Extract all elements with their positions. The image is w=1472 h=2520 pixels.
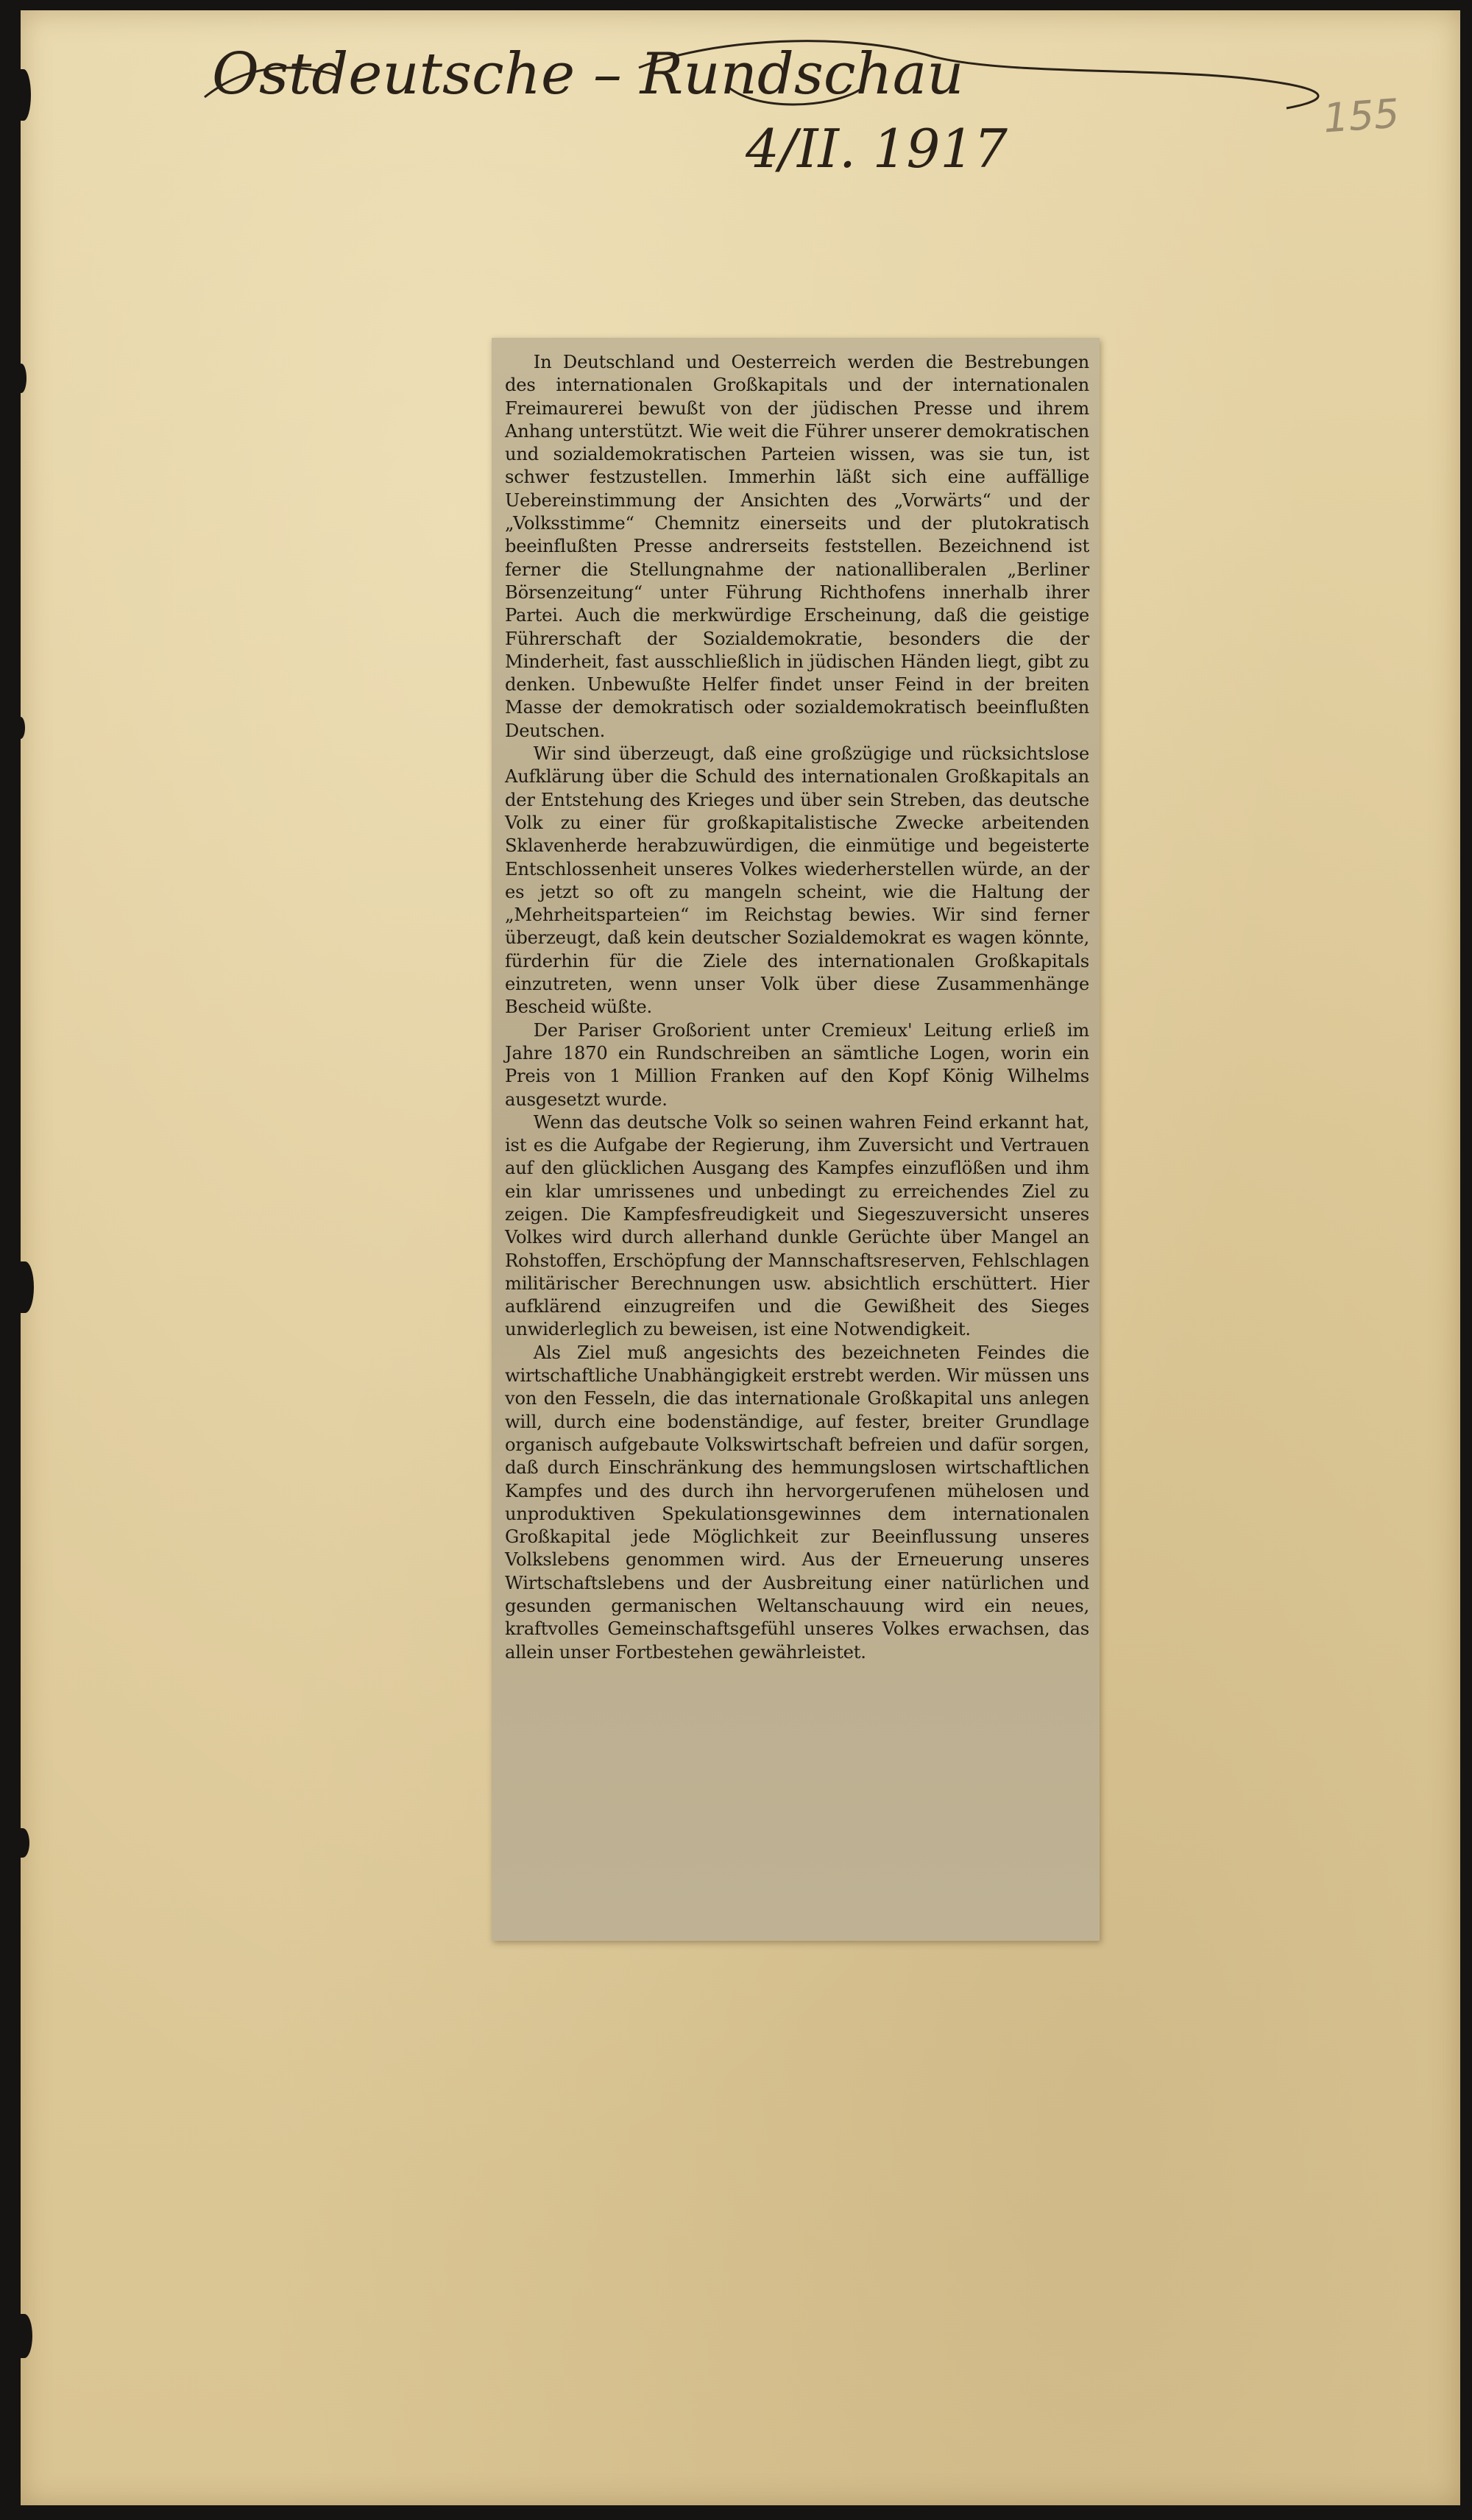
- torn-edge: [16, 69, 31, 121]
- torn-edge: [16, 1261, 34, 1313]
- handwriting-drawing: [197, 16, 1404, 185]
- torn-edge: [16, 1828, 29, 1858]
- article-paragraph: In Deutschland und Oesterreich werden die Bestrebungen des internationalen Großkapitals und der internationalen Freimaurerei bewußt von der jüdischen Presse und ihrem Anhang unterstützt. Wie weit die Führer unserer demokratischen und sozialdemokratischen Parteien wissen, was sie tun, ist schwer festzustellen. Immerhin läßt sich eine auffällige Uebereinstimmung der Ansichten des „Vorwärts“ und der „Volksstimme“ Chemnitz einerseits und der plutokratisch beeinflußten Presse andrerseits feststellen. Bezeichnend ist ferner die Stellungnahme der nationalliberalen „Berliner Börsenzeitung“ unter Führung Richthofens innerhalb ihrer Partei. Auch die merkwürdige Erscheinung, daß die geistige Führerschaft der Sozialdemokratie, besonders die der Minderheit, fast ausschließlich in jüdischen Händen liegt, gibt zu denken. Unbewußte Helfer findet unser Feind in der breiten Masse der demokratisch oder sozialdemokratisch beeinflußten Deutschen.: [505, 352, 1089, 741]
- article-paragraph: Wenn das deutsche Volk so seinen wahren Feind erkannt hat, ist es die Aufgabe der Regierung, ihm Zuversicht und Vertrauen auf den glücklichen Ausgang des Kampfes einzuflößen und ihm ein klar umrissenes und unbedingt zu erreichendes Ziel zu zeigen. Die Kampfesfreudigkeit und Siegeszuversicht unseres Volkes wird durch allerhand dunkle Gerüchte über Mangel an Rohstoffen, Erschöpfung der Mannschaftsreserven, Fehlschlagen militärischer Berechnungen usw. absichtlich erschüttert. Hier aufklärend einzugreifen und die Gewißheit des Sieges unwiderleglich zu beweisen, ist eine Notwendigkeit.: [505, 1111, 1089, 1340]
- archive-sheet: [21, 10, 1460, 2505]
- date-handwritten: 4/II. 1917: [746, 118, 1008, 180]
- article-body: [505, 351, 1089, 1664]
- newspaper-clipping: [492, 338, 1100, 1941]
- article-paragraph: Als Ziel muß angesichts des bezeichneten Feindes die wirtschaftliche Unabhängigkeit erstrebt werden. Wir müssen uns von den Fesseln, die das internationale Großkapital uns anlegen will, durch eine bodenständige, auf fester, breiter Grundlage organisch aufgebaute Volkswirtschaft befreien und dafür sorgen, daß durch Einschränkung des hemmungslosen wirtschaftlichen Kampfes und des durch ihn hervorgerufenen mühelosen und unproduktiven Spekulationsgewinnes dem internationalen Großkapital jede Möglichkeit zur Beeinflussung unseres Volkslebens genommen wird. Aus der Erneuerung unseres Wirtschaftslebens und der Ausbreitung einer natürlichen und gesunden germanischen Weltanschauung wird ein neues, kraftvolles Gemeinschaftsgefühl unseres Volkes erwachsen, das allein unser Fortbestehen gewährleistet.: [505, 1342, 1089, 1663]
- newspaper-name-handwritten: Ostdeutsche – Rundschau: [212, 41, 964, 107]
- article-paragraph: Der Pariser Großorient unter Cremieux' Leitung erließ im Jahre 1870 ein Rundschreiben an sämtliche Logen, worin ein Preis von 1 Million Franken auf den Kopf König Wilhelms ausgesetzt wurde.: [505, 1019, 1089, 1110]
- handwritten-heading: [197, 16, 1404, 185]
- article-paragraph: Wir sind überzeugt, daß eine großzügige und rücksichtslose Aufklärung über die Schuld des internationalen Großkapitals an der Entstehung des Krieges und über sein Streben, das deutsche Volk zu einer für großkapitalistische Zwecke arbeitenden Sklavenherde herabzuwürdigen, die einmütige und begeisterte Entschlossenheit unseres Volkes wiederherstellen würde, an der es jetzt so oft zu mangeln scheint, wie die Haltung der „Mehrheitsparteien“ im Reichstag bewies. Wir sind ferner überzeugt, daß kein deutscher Sozialdemokrat es wagen könnte, fürderhin für die Ziele des internationalen Großkapitals einzutreten, wenn unser Volk über diese Zusammenhänge Bescheid wüßte.: [505, 743, 1089, 1018]
- page-number: 155: [1321, 90, 1401, 142]
- torn-edge: [16, 364, 26, 393]
- torn-edge: [16, 2314, 32, 2358]
- torn-edge: [16, 717, 25, 739]
